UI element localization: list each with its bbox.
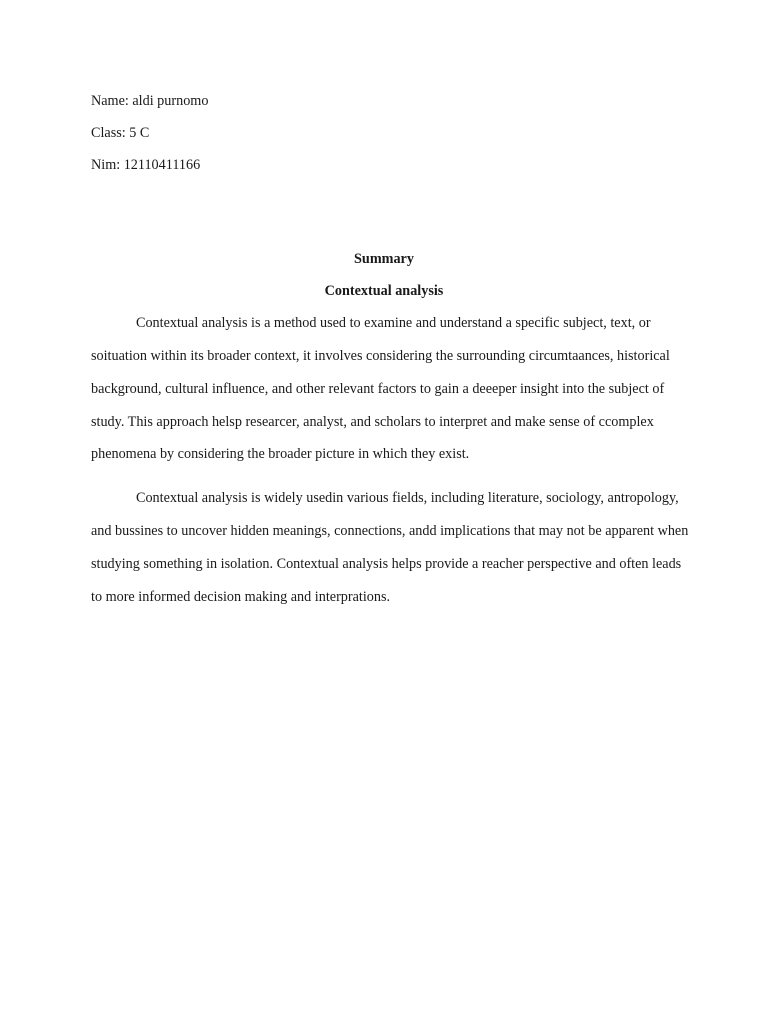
paragraph-line: to more informed decision making and interprations. [91,589,391,605]
student-nim: Nim: 12110411166 [91,157,201,173]
paragraph-line: Contextual analysis is a method used to examine and understand a specific subject, text, or [136,315,651,331]
paragraph-line: soituation within its broader context, it involves considering the surrounding circumtaances, historical [91,348,670,364]
paragraph-line: study. This approach helsp researcer, analyst, and scholars to interpret and make sense of ccomplex [91,414,654,430]
paragraph-line: Contextual analysis is widely usedin various fields, including literature, sociology, antropology, [136,490,679,506]
paragraph-line: phenomena by considering the broader picture in which they exist. [91,446,470,462]
paragraph-line: and bussines to uncover hidden meanings, connections, andd implications that may not be apparent when [91,523,689,539]
student-name: Name: aldi purnomo [91,93,209,109]
paragraph-line: background, cultural influence, and other relevant factors to gain a deeeper insight into the subject of [91,381,665,397]
student-class: Class: 5 C [91,125,150,141]
document-title: Summary [354,251,414,267]
paragraph-line: studying something in isolation. Contextual analysis helps provide a reacher perspective and often leads [91,556,682,572]
document-subtitle: Contextual analysis [324,283,444,299]
